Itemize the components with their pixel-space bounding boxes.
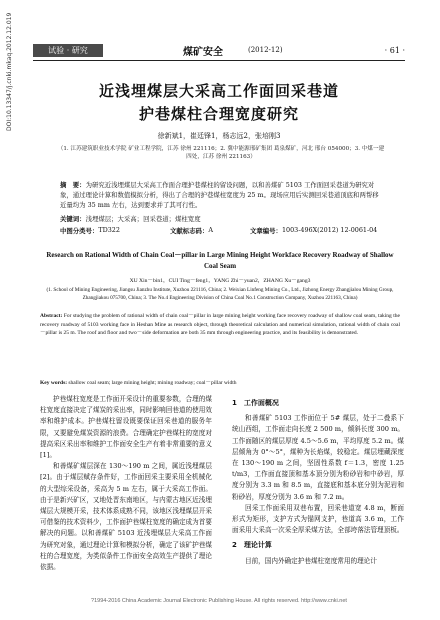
body-paragraph: 回采工作面采用双巷布置，回采巷道宽 4.8 m，断面形式为矩形，支护方式为锚网支护，巷道高 3.6 m，工作面采用大采高一次采全厚采煤方法，全部垮落法管理顶板。 — [232, 503, 404, 535]
abstract-en-label: Abstract: — [40, 313, 63, 319]
body-paragraph: 和善煤矿 5103 工作面位于 5# 煤层，处于二叠系下统山西组，工作面走向长度 2 500 m，倾斜长度 300 m。工作面随区的煤层厚度 4.5～5.6 m，平均厚度 5.2 m。煤层倾角为 0°～5°，煤种为长焰煤，较稳定。煤层埋藏深度在 130～190 m 之间，坚固性系数 f＝1.3，密度 1.25 t/m3，工作面直接顶和基本顶分别为粉砂岩和中砂岩，厚度分别为 3.3 m 和 8.5 m，直接底和基本底分别为泥岩和粉砂岩，厚度分别为 3.6 m 和 7.2 m。 — [232, 414, 404, 501]
body-paragraph: 护巷煤柱宽度是工作面开采设计的重要参数，合理的煤柱宽度直接决定了煤炭的采出率，同时影响回巷道的使用效率和维护成本。护巷煤柱留设既要保证回采巷道的服务年限，又要避免煤炭资源的浪费。合理确定护巷煤柱的宽度对提高采区采出率和维护工作面安全生产有着非常重要的意义[1]。 — [40, 395, 212, 460]
journal-issue: (2012-12) — [248, 46, 283, 54]
authors-en: XU Xin－bin1，CUI Ting－feng1，YANG Zhi－yuan2，ZHANG Xu－gang3 — [129, 278, 311, 284]
affiliation-cn: （1. 江苏建筑职业技术学院 矿业工程学院，江苏 徐州 221116；2. 冀中能源邢矿集团 葛泉煤矿，河北 邢台 054000；3. 中煤一建四处，江苏 徐州 221163） — [57, 146, 385, 160]
section-tag: 试验 · 研究 — [33, 44, 103, 57]
journal-name: 煤矿安全 — [183, 47, 223, 58]
header-rule — [33, 60, 405, 61]
abstract-en — [40, 312, 400, 338]
copyright-footer: ?1994-2016 China Academic Journal Electronic Publishing House. All rights reserved. http://www.cnki.net — [91, 598, 347, 604]
title-cn-line-2: 护巷煤柱合理宽度研究 — [138, 105, 299, 123]
section-heading-1: 1 工作面概况 — [232, 399, 279, 407]
authors-cn: 徐新斌1，崔廷锋1，杨志远2，张培刚3 — [157, 132, 281, 140]
keywords-cn-text: 浅埋煤层；大采高；回采巷道；煤柱宽度 — [85, 215, 201, 223]
abstract-en-text: For studying the problem of rational width of chain coal－pillar in large mining height working face recovery roadway of shallow coal seam, taking the recovery roadway of 5103 working face in Heshan Mine as research object, through theoretical calculation and numerical simulation, rational width of chain coal－pillar is 25 m. The roof and floor and two－side deformation are both 35 mm through engineering practice, and its feasibility is demonstrated. — [40, 313, 400, 337]
abstract-cn — [60, 180, 380, 210]
keywords-cn-label: 关键词： — [60, 215, 86, 223]
keywords-en-label: Key words: — [40, 380, 68, 386]
body-paragraph: 和善煤矿煤层深在 130～190 m 之间，属近浅埋煤层[2]。由于煤层赋存条件好，工作面回采主要采用全机械化的大型综采设备，采高为 5 m 左右，属于大采高工作面。由于是新兴矿区，又地处晋东南地区，与内蒙古地区近浅埋煤层大规模开采，技术体系成熟不同，该地区浅埋煤层开采可借鉴的技术资料少，工作面护巷煤柱宽度的确定成为首要解决的问题。以和善煤矿 5103 近浅埋煤层大采高工作面为研究对象，通过理论计算和模拟分析，确定了该矿护巷煤柱的合理宽度，为类似条件工作面安全高效生产提供了理论依据。 — [40, 462, 212, 572]
abstract-cn-label: 摘 要： — [60, 181, 86, 189]
body-column-left — [40, 394, 212, 573]
section-heading-2: 2 理论计算 — [232, 541, 272, 550]
keywords-cn — [60, 214, 380, 223]
abstract-cn-text: 为研究近浅埋煤层大采高工作面合理护巷煤柱的留设问题，以和善煤矿 5103 工作面回采巷道为研究对象，通过理论计算和数值模拟分析，得出了合理的护巷煤柱宽度为 25 m。现场应用后实测回采巷道顶底和两帮移近量均为 35 mm 左右，达到要求并了其可行性。 — [60, 181, 379, 209]
doc-code-label: 文献标志码： — [170, 227, 209, 235]
page-number: · 61 · — [384, 46, 405, 55]
page-header — [33, 44, 405, 58]
affiliation-en: (1. School of Mining Engineering, Jiangsu Jianzhu Institute, Xuzhou 221116, China; 2. Weixian Linfeng Mining Co., Ltd., Jizhong Energy Zhangjialou Mining Group, Zhangjiakou 075700, China; 3. The No.4 Engineering Division of China Coal No.1 Construction Company, Xuzhou 221163, China) — [46, 287, 394, 301]
doi-label: DOI:10.13347/j.cnki.mkaq.2012.12.019 — [6, 12, 13, 131]
keywords-en — [40, 378, 400, 386]
article-no-value: 1003-496X(2012) 12-0061-04 — [281, 226, 378, 234]
body-column-right — [232, 394, 404, 567]
clc-value: TD322 — [98, 226, 120, 234]
article-no-label: 文章编号： — [250, 227, 282, 235]
doc-code-value: A — [208, 226, 213, 234]
clc-label: 中图分类号： — [60, 227, 99, 235]
title-en: Research on Rational Width of Chain Coal－pillar in Large Mining Height Workface Recovery Roadway of Shallow Coal Seam — [46, 251, 394, 270]
keywords-en-text: shallow coal seam; large mining height; mining roadway; coal－pillar width — [68, 380, 237, 386]
title-cn-line-1: 近浅埋煤层大采高工作面回采巷道 — [98, 82, 339, 100]
body-paragraph: 目前，国内外确定护巷煤柱宽度常用的理论计 — [245, 556, 377, 565]
